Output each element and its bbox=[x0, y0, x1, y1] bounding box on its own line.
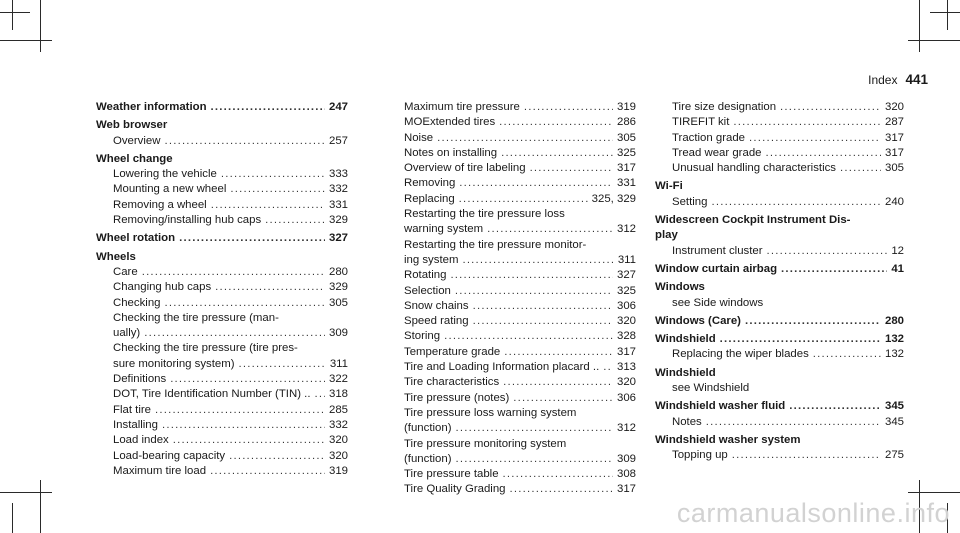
page-reference[interactable]: 285 bbox=[328, 403, 348, 416]
index-entry bbox=[655, 100, 904, 115]
index-entry bbox=[96, 418, 348, 433]
page-reference[interactable]: 247 bbox=[328, 101, 348, 113]
page-reference[interactable]: 287 bbox=[884, 116, 904, 129]
dot-leader bbox=[473, 299, 613, 314]
page-reference[interactable]: 317 bbox=[616, 345, 636, 358]
entry-text: Tire pressure (notes) bbox=[404, 391, 510, 404]
index-entry bbox=[387, 345, 636, 360]
page-reference[interactable]: 306 bbox=[616, 299, 636, 312]
dot-leader bbox=[504, 345, 613, 360]
index-heading bbox=[96, 118, 348, 133]
entry-text: Traction grade bbox=[672, 131, 746, 144]
dot-leader bbox=[444, 329, 613, 344]
index-entry bbox=[387, 391, 636, 406]
dot-leader bbox=[765, 146, 881, 161]
entry-text: Widescreen Cockpit Instrument Dis- bbox=[655, 214, 851, 227]
entry-text: Lowering the vehicle bbox=[113, 168, 217, 181]
index-entry bbox=[655, 195, 904, 210]
entry-text: Windshield washer fluid bbox=[655, 400, 786, 413]
dot-leader bbox=[501, 146, 613, 161]
entry-text: play bbox=[655, 229, 678, 242]
index-entry bbox=[96, 280, 348, 295]
index-entry bbox=[96, 265, 348, 280]
page-reference[interactable]: 305 bbox=[884, 162, 904, 175]
index-entry bbox=[96, 311, 348, 326]
page-reference[interactable]: 313 bbox=[616, 361, 636, 374]
index-entry bbox=[655, 244, 904, 259]
dot-leader bbox=[530, 161, 613, 176]
dot-leader bbox=[499, 115, 613, 130]
entry-text: Speed rating bbox=[404, 315, 469, 328]
crop-mark bbox=[908, 40, 960, 41]
entry-text: Flat tire bbox=[113, 403, 151, 416]
index-heading bbox=[96, 100, 348, 115]
entry-text: Definitions bbox=[113, 373, 167, 386]
page-reference[interactable]: 305 bbox=[616, 131, 636, 144]
dot-leader bbox=[780, 100, 881, 115]
page-reference[interactable]: 312 bbox=[616, 223, 636, 236]
page-reference[interactable]: 317 bbox=[616, 162, 636, 175]
index-entry bbox=[387, 192, 636, 207]
dot-leader bbox=[210, 464, 325, 479]
page-reference[interactable]: 257 bbox=[328, 134, 348, 147]
index-heading bbox=[655, 262, 904, 277]
page-reference[interactable]: 325 bbox=[616, 146, 636, 159]
dot-leader bbox=[229, 449, 325, 464]
index-entry bbox=[96, 296, 348, 311]
index-entry bbox=[96, 372, 348, 387]
entry-text: Noise bbox=[404, 131, 434, 144]
page-header bbox=[868, 72, 928, 87]
entry-text: Tire pressure loss warning system bbox=[404, 406, 577, 419]
index-heading bbox=[96, 250, 348, 265]
index-heading bbox=[655, 332, 904, 347]
entry-text: Tire Quality Grading bbox=[404, 483, 506, 496]
page-reference[interactable]: 132 bbox=[884, 333, 904, 346]
entry-text: Maximum tire load bbox=[113, 464, 207, 477]
index-entry bbox=[387, 406, 636, 421]
entry-text: Restarting the tire pressure monitor- bbox=[404, 238, 587, 251]
dot-leader bbox=[211, 198, 325, 213]
page-reference[interactable]: 345 bbox=[884, 415, 904, 428]
entry-text: Rotating bbox=[404, 269, 447, 282]
entry-text: Web browser bbox=[96, 119, 168, 132]
dot-leader bbox=[221, 167, 325, 182]
index-entry bbox=[655, 146, 904, 161]
index-entry bbox=[387, 360, 636, 375]
watermark: carmanualsonline.info bbox=[676, 498, 950, 528]
dot-leader bbox=[513, 391, 613, 406]
dot-leader bbox=[524, 100, 613, 115]
dot-leader bbox=[720, 332, 881, 347]
entry-text: Maximum tire pressure bbox=[404, 101, 520, 113]
index-entry bbox=[387, 314, 636, 329]
page-reference[interactable]: 320 bbox=[616, 376, 636, 389]
index-column-1 bbox=[96, 100, 348, 479]
crop-mark bbox=[0, 12, 30, 13]
entry-text: Window curtain airbag bbox=[655, 262, 778, 275]
entry-text: Notes on installing bbox=[404, 146, 498, 159]
entry-text: Tread wear grade bbox=[672, 146, 762, 159]
crop-mark bbox=[12, 0, 13, 30]
page-reference[interactable]: 319 bbox=[328, 464, 348, 477]
crop-mark bbox=[40, 0, 41, 52]
index-entry bbox=[96, 387, 348, 402]
dot-leader bbox=[503, 467, 613, 482]
dot-leader bbox=[144, 326, 325, 341]
page-reference[interactable]: 319 bbox=[616, 101, 636, 113]
dot-leader bbox=[462, 253, 613, 268]
entry-text: Windshield bbox=[655, 333, 716, 346]
dot-leader bbox=[215, 280, 325, 295]
entry-text: Mounting a new wheel bbox=[113, 183, 227, 196]
entry-text: Replacing the wiper blades bbox=[672, 348, 809, 361]
entry-text: Removing/installing hub caps bbox=[113, 214, 262, 227]
dot-leader bbox=[473, 314, 613, 329]
index-entry bbox=[655, 296, 904, 311]
entry-text: Windows (Care) bbox=[655, 314, 741, 327]
dot-leader bbox=[732, 448, 881, 463]
page-reference[interactable]: 329 bbox=[328, 281, 348, 294]
index-entry bbox=[96, 326, 348, 341]
page-reference[interactable]: 320 bbox=[616, 315, 636, 328]
index-entry bbox=[96, 167, 348, 182]
index-entry bbox=[387, 284, 636, 299]
entry-text: Overview of tire labeling bbox=[404, 162, 526, 175]
page-reference[interactable]: 329 bbox=[328, 214, 348, 227]
index-entry bbox=[96, 449, 348, 464]
index-entry bbox=[387, 161, 636, 176]
index-entry bbox=[387, 421, 636, 436]
entry-text: Wheel rotation bbox=[96, 232, 176, 245]
index-entry bbox=[387, 329, 636, 344]
index-heading bbox=[655, 228, 904, 243]
entry-text: warning system bbox=[404, 223, 484, 236]
entry-text: Wheel change bbox=[96, 152, 173, 165]
entry-text: Instrument cluster bbox=[672, 244, 763, 257]
index-entry bbox=[387, 131, 636, 146]
entry-text: Installing bbox=[113, 418, 158, 431]
index-column-2 bbox=[387, 100, 636, 498]
entry-text: see Side windows bbox=[672, 296, 764, 309]
index-entry bbox=[96, 433, 348, 448]
crop-mark bbox=[930, 12, 960, 13]
page-number: 441 bbox=[905, 72, 928, 87]
page-reference[interactable]: 280 bbox=[328, 265, 348, 278]
index-entry bbox=[387, 437, 636, 452]
entry-text: Windshield washer system bbox=[655, 433, 801, 446]
entry-text: Tire pressure table bbox=[404, 468, 499, 481]
page-reference[interactable]: 322 bbox=[328, 373, 348, 386]
entry-text: Tire size designation bbox=[672, 101, 777, 113]
crop-mark bbox=[0, 40, 52, 41]
index-entry bbox=[96, 341, 348, 356]
index-entry bbox=[387, 100, 636, 115]
page-reference[interactable]: 331 bbox=[328, 198, 348, 211]
dot-leader bbox=[164, 134, 325, 149]
entry-text: ually) bbox=[113, 327, 141, 340]
index-entry bbox=[387, 238, 636, 253]
page-reference[interactable]: 320 bbox=[328, 449, 348, 462]
index-heading bbox=[655, 280, 904, 295]
page-reference[interactable]: 317 bbox=[616, 483, 636, 496]
dot-leader bbox=[142, 265, 325, 280]
dot-leader bbox=[179, 231, 325, 246]
page-reference[interactable]: 320 bbox=[884, 101, 904, 113]
page-reference[interactable]: 318 bbox=[328, 388, 348, 401]
index-entry bbox=[387, 268, 636, 283]
entry-text: Care bbox=[113, 265, 138, 278]
dot-leader bbox=[315, 387, 325, 402]
index-entry bbox=[96, 464, 348, 479]
dot-leader bbox=[789, 399, 881, 414]
header-label: Index bbox=[868, 73, 898, 87]
entry-text: ing system bbox=[404, 253, 459, 266]
index-heading bbox=[655, 433, 904, 448]
index-entry bbox=[387, 207, 636, 222]
entry-text: Checking the tire pressure (man- bbox=[113, 311, 279, 324]
page-reference[interactable]: 240 bbox=[884, 195, 904, 208]
dot-leader bbox=[711, 195, 881, 210]
crop-mark bbox=[12, 503, 13, 533]
index-entry bbox=[655, 448, 904, 463]
index-entry bbox=[387, 482, 636, 497]
index-entry bbox=[387, 146, 636, 161]
dot-leader bbox=[173, 433, 325, 448]
index-heading bbox=[655, 366, 904, 381]
entry-text: Checking the tire pressure (tire pres- bbox=[113, 342, 298, 355]
entry-text: Notes bbox=[672, 415, 702, 428]
dot-leader bbox=[211, 100, 325, 115]
entry-text: Setting bbox=[672, 195, 708, 208]
entry-text: Removing bbox=[404, 177, 456, 190]
entry-text: TIREFIT kit bbox=[672, 116, 730, 129]
entry-text: Wi-Fi bbox=[655, 180, 683, 193]
entry-text: Topping up bbox=[672, 449, 728, 462]
dot-leader bbox=[455, 452, 613, 467]
entry-text: (function) bbox=[404, 422, 452, 435]
entry-text: Load index bbox=[113, 434, 169, 447]
dot-leader bbox=[239, 357, 326, 372]
dot-leader bbox=[165, 296, 325, 311]
page-reference[interactable]: 332 bbox=[328, 183, 348, 196]
dot-leader bbox=[450, 268, 613, 283]
page-reference[interactable]: 286 bbox=[616, 116, 636, 129]
index-entry bbox=[96, 403, 348, 418]
entry-text: (function) bbox=[404, 452, 452, 465]
index-heading bbox=[655, 213, 904, 228]
entry-text: Windshield bbox=[655, 366, 716, 379]
entry-text: MOExtended tires bbox=[404, 116, 496, 129]
dot-leader bbox=[813, 347, 881, 362]
index-entry bbox=[655, 115, 904, 130]
dot-leader bbox=[459, 176, 613, 191]
entry-text: Wheels bbox=[96, 250, 136, 263]
dot-leader bbox=[455, 421, 613, 436]
dot-leader bbox=[265, 213, 325, 228]
entry-text: Snow chains bbox=[404, 299, 469, 312]
index-column-3 bbox=[655, 100, 904, 464]
index-entry bbox=[387, 176, 636, 191]
entry-text: Removing a wheel bbox=[113, 198, 207, 211]
index-heading bbox=[655, 399, 904, 414]
entry-text: Load-bearing capacity bbox=[113, 449, 226, 462]
index-entry bbox=[96, 182, 348, 197]
index-entry bbox=[655, 381, 904, 396]
dot-leader bbox=[503, 375, 613, 390]
dot-leader bbox=[170, 372, 325, 387]
entry-text: Overview bbox=[113, 134, 161, 147]
dot-leader bbox=[487, 222, 613, 237]
entry-text: Checking bbox=[113, 296, 161, 309]
page-reference[interactable]: 345 bbox=[884, 400, 904, 413]
index-entry bbox=[96, 357, 348, 372]
dot-leader bbox=[230, 182, 325, 197]
index-entry bbox=[387, 115, 636, 130]
crop-mark bbox=[947, 0, 948, 30]
dot-leader bbox=[437, 131, 613, 146]
entry-text: Windows bbox=[655, 281, 705, 294]
entry-text: DOT, Tire Identification Number (TIN) .. bbox=[113, 388, 311, 401]
page-reference[interactable]: 306 bbox=[616, 391, 636, 404]
page-reference[interactable]: 325 bbox=[616, 284, 636, 297]
dot-leader bbox=[603, 360, 613, 375]
index-entry bbox=[655, 347, 904, 362]
index-entry bbox=[96, 213, 348, 228]
page-reference[interactable]: 309 bbox=[616, 452, 636, 465]
page-reference[interactable]: 311 bbox=[617, 253, 636, 266]
page-reference[interactable]: 328 bbox=[616, 330, 636, 343]
index-entry bbox=[387, 222, 636, 237]
page-reference[interactable]: 327 bbox=[616, 269, 636, 282]
index-entry bbox=[96, 134, 348, 149]
dot-leader bbox=[745, 314, 881, 329]
page-reference[interactable]: 309 bbox=[328, 327, 348, 340]
page-reference[interactable]: 333 bbox=[328, 168, 348, 181]
page-reference[interactable]: 280 bbox=[884, 314, 904, 327]
page-reference[interactable]: 320 bbox=[328, 434, 348, 447]
dot-leader bbox=[455, 284, 613, 299]
dot-leader bbox=[155, 403, 325, 418]
dot-leader bbox=[767, 244, 888, 259]
entry-text: Tire pressure monitoring system bbox=[404, 437, 567, 450]
entry-text: Replacing bbox=[404, 192, 455, 205]
page-reference[interactable]: 317 bbox=[884, 131, 904, 144]
dot-leader bbox=[733, 115, 881, 130]
index-heading bbox=[655, 179, 904, 194]
dot-leader bbox=[510, 482, 613, 497]
entry-text: Tire characteristics bbox=[404, 376, 500, 389]
entry-text: Tire and Loading Information placard .. bbox=[404, 361, 600, 374]
crop-mark bbox=[919, 0, 920, 52]
page-reference[interactable]: 325, 329 bbox=[591, 192, 636, 205]
crop-mark bbox=[0, 492, 52, 493]
index-entry bbox=[655, 415, 904, 430]
crop-mark bbox=[40, 480, 41, 533]
dot-leader bbox=[459, 192, 588, 207]
entry-text: Weather information bbox=[96, 101, 207, 113]
entry-text: Storing bbox=[404, 330, 441, 343]
index-heading bbox=[96, 231, 348, 246]
page-reference[interactable]: 332 bbox=[328, 418, 348, 431]
page-reference[interactable]: 275 bbox=[884, 449, 904, 462]
dot-leader bbox=[840, 161, 881, 176]
page-reference[interactable]: 41 bbox=[891, 262, 904, 275]
dot-leader bbox=[162, 418, 325, 433]
entry-text: sure monitoring system) bbox=[113, 357, 235, 370]
index-entry bbox=[387, 467, 636, 482]
page-reference[interactable]: 308 bbox=[616, 468, 636, 481]
page-reference[interactable]: 305 bbox=[328, 296, 348, 309]
entry-text: Unusual handling characteristics bbox=[672, 162, 836, 175]
page-reference[interactable]: 311 bbox=[329, 357, 348, 370]
page-reference[interactable]: 312 bbox=[616, 422, 636, 435]
index-entry bbox=[387, 452, 636, 467]
index-entry bbox=[387, 375, 636, 390]
entry-text: Restarting the tire pressure loss bbox=[404, 208, 565, 221]
page-reference[interactable]: 132 bbox=[884, 348, 904, 361]
page-reference[interactable]: 12 bbox=[891, 244, 904, 257]
entry-text: see Windshield bbox=[672, 382, 750, 395]
page-reference[interactable]: 331 bbox=[616, 177, 636, 190]
entry-text: Selection bbox=[404, 284, 451, 297]
index-entry bbox=[387, 253, 636, 268]
index-heading bbox=[96, 152, 348, 167]
crop-mark bbox=[908, 492, 960, 493]
entry-text: Temperature grade bbox=[404, 345, 501, 358]
dot-leader bbox=[781, 262, 887, 277]
page-reference[interactable]: 317 bbox=[884, 146, 904, 159]
index-entry bbox=[655, 131, 904, 146]
index-entry bbox=[387, 299, 636, 314]
index-entry bbox=[96, 198, 348, 213]
dot-leader bbox=[749, 131, 881, 146]
index-entry bbox=[655, 161, 904, 176]
page-reference[interactable]: 327 bbox=[328, 232, 348, 245]
dot-leader bbox=[706, 415, 881, 430]
index-heading bbox=[655, 314, 904, 329]
entry-text: Changing hub caps bbox=[113, 281, 212, 294]
